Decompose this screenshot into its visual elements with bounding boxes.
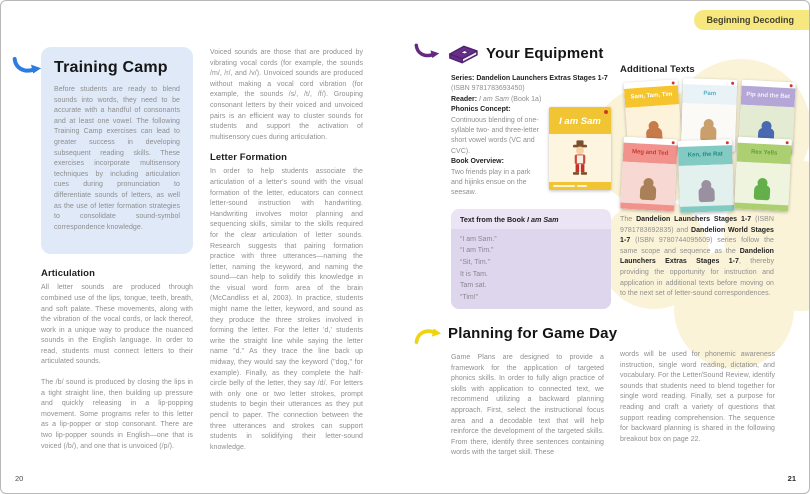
mini-cover-title: Rex Yells	[750, 149, 778, 157]
cover-footer-strip	[680, 205, 734, 213]
letter-formation-heading: Letter Formation	[210, 152, 288, 164]
publisher-logo-icon	[790, 84, 793, 87]
blue-swoosh-arrow-icon	[12, 54, 42, 83]
left-column-2	[210, 48, 363, 453]
book-icon	[446, 37, 480, 70]
character-illustration	[640, 185, 657, 201]
reader-line: Reader: I am Sam (Book 1a)	[451, 95, 542, 103]
page-number-right: 21	[787, 474, 796, 483]
planning-continued-paragraph: words will be used for phonemic awareness instruction, single word reading, dictation, and vocabulary. For the Letter/Sound Review, identify sounds that students need to blend together for single word reading. Finally, set a purpose for reading and craft a variety of questions that support reading comprehension. The sequence for backward planning is shared in the following breakout box on page 22.	[620, 351, 775, 443]
additional-texts-paragraph: The Dandelion Launchers Stages 1-7 (ISBN 9781783692835) and Dandelion World Stages 1-7 (ISBN 9780744095609) series follow the same scope and sequence as the Dandelion Launchers Extras Stages 1-7, thereby providing the opportunity for instruction and application in additional texts before moving on to the next set of letter-sound correspondences.	[620, 216, 774, 298]
publisher-logo-icon	[672, 81, 675, 84]
mini-cover-title: Sam, Tam, Tim	[630, 91, 673, 101]
right-page	[406, 1, 810, 494]
girl-character-illustration	[565, 138, 595, 178]
character-illustration	[698, 187, 715, 203]
book-line: Tam sat.	[460, 282, 487, 290]
equipment-details	[451, 74, 611, 309]
mini-cover-title: Ken, the Rat	[687, 151, 723, 159]
mini-book-cover	[734, 137, 792, 212]
articulation-paragraph-2: The /b/ sound is produced by closing the lips in a tight straight line, then building up pressure and quickly releasing in a lip-popping movement. Some programs refer to this letter as a lip-popper or stop consonant. There are two lip-popper sounds in English—one that is voiced (/b/), and one that is unvoiced (/p/).	[41, 379, 193, 450]
publisher-logo-icon	[731, 81, 734, 84]
training-camp-title: Training Camp	[54, 59, 168, 76]
left-column-1	[41, 47, 193, 462]
mini-cover-title: Pip and the Bat	[746, 91, 791, 101]
publisher-logo-icon	[786, 141, 789, 144]
book-line: “I am Tim.”	[460, 247, 494, 255]
book-overview-label: Book Overview:	[451, 158, 504, 166]
mini-cover-title: Pam	[703, 90, 717, 98]
text-from-book-heading: Text from the Book I am Sam	[451, 209, 611, 229]
yellow-swoosh-arrow-icon	[414, 319, 442, 347]
text-from-book-box	[451, 209, 611, 309]
mini-cover-title: Meg and Ted	[631, 149, 669, 157]
i-am-sam-book-cover	[549, 107, 611, 190]
book-line: “I am Sam.”	[460, 235, 497, 243]
book-overview-value: Two friends play in a park and hijinks ensue on the seesaw.	[451, 168, 531, 197]
additional-texts-heading: Additional Texts	[620, 64, 695, 75]
voiced-sounds-paragraph: Voiced sounds are those that are produced by vibrating vocal cords (for example, the sounds /m/, /r/, and /v/). Unvoiced sounds are produced without making a vocal cord vibration (for example, the sounds /s/, /t/, /f/). Grouping consonant letters by their voiced and unvoiced pairs is an efficient way to cluster sounds for students and support the activation of multisensory cues during articulation.	[210, 49, 363, 141]
cover-title: I am Sam	[559, 116, 601, 128]
cover-footer-strip	[549, 182, 611, 190]
mini-book-cover	[678, 139, 734, 213]
book-line: “Tim!”	[460, 293, 479, 301]
text-from-book-lines	[451, 229, 611, 309]
publisher-strip	[549, 107, 611, 116]
left-page	[1, 1, 406, 494]
publisher-logo-icon	[604, 110, 608, 114]
planning-paragraph: Game Plans are designed to provide a framework for the application of targeted phonics skills. In order to fully align practice of skills with application to connected text, we recommend utilizing a backward planning approach. First, select the instructional focus area and a decodable text that will help reinforce the development of the targeted skills. From there, identify three sentences containing words with the target skill. These	[451, 354, 604, 457]
book-line: It is Tam.	[460, 270, 488, 278]
cover-illustration	[549, 134, 611, 182]
articulation-heading: Articulation	[41, 268, 95, 280]
your-equipment-title: Your Equipment	[486, 45, 604, 62]
mini-book-cover	[620, 137, 678, 212]
phonics-concept-value: Continuous blending of one-syllable two- and three-letter short vowel words (VC and CVC).	[451, 116, 539, 155]
articulation-paragraph-1: All letter sounds are produced through combined use of the lips, tongue, teeth, breath, and soft palate. These movements, along with the vibration of the vocal cords, or lack thereof, work in a unique way to produce the nuanced sounds in the English language. In order to read, students must connect letters to their articulated sounds.	[41, 284, 193, 366]
phonics-concept-label: Phonics Concept:	[451, 106, 511, 114]
series-line: Series: Dandelion Launchers Extras Stages 1-7 (ISBN 9781783693450)	[451, 75, 608, 93]
planning-header	[414, 319, 617, 347]
book-line: “Sit, Tim.”	[460, 259, 490, 267]
purple-swoosh-arrow-icon	[414, 41, 440, 67]
section-badge: Beginning Decoding	[694, 10, 810, 30]
planning-title: Planning for Game Day	[448, 324, 618, 342]
publisher-logo-icon	[672, 141, 675, 144]
publisher-logo-icon	[726, 141, 729, 144]
character-illustration	[754, 185, 771, 201]
training-camp-callout	[41, 47, 193, 254]
additional-texts-covers	[622, 81, 804, 213]
your-equipment-header	[414, 37, 604, 70]
training-camp-body: Before students are ready to blend sounds into words, they need to be accurate with a handful of consonants and at least one vowel. The following Training Camp exercises can lead to greater success in developing subsequent reading skills. These exercises incorporate multisensory techniques by including articulation cues during pronunciation to differentiate sounds of letters, as well as the use of letter formation strategies to consolidate sound-symbol correspondence knowledge.	[54, 86, 180, 231]
page-number-left: 20	[15, 474, 24, 483]
letter-formation-paragraph: In order to help students associate the articulation of a letter's sound with the visual formation of the letter, educators can connect letter-sound instruction with handwriting. Handwriting involves motor planning and sequencing skills, similar to the skills required for the clear articulation of letter sounds. Research suggests that pairing formation practice with three utterances—naming the letter, naming the keyword, and naming the sound—can help to solidify this knowledge in the visual word form area of the brain (McCandliss et al, 2003). In practice, students might name the letter, keyword, and sound as they produce the three strokes involved in forming the letter. For the letter 'd,' students write the straight line while saying the letter name "d." As they trace the line back up midway, they would say the keyword ("dog," for example). Finally, as they complete the half-circle belly of the letter, they say /d/. For letters with only one or two letter strokes, prompt students to begin their utterances as they put pencil to paper. The connection between the three utterances and strokes can support students in solidifying their letter-sound knowledge.	[210, 168, 363, 451]
